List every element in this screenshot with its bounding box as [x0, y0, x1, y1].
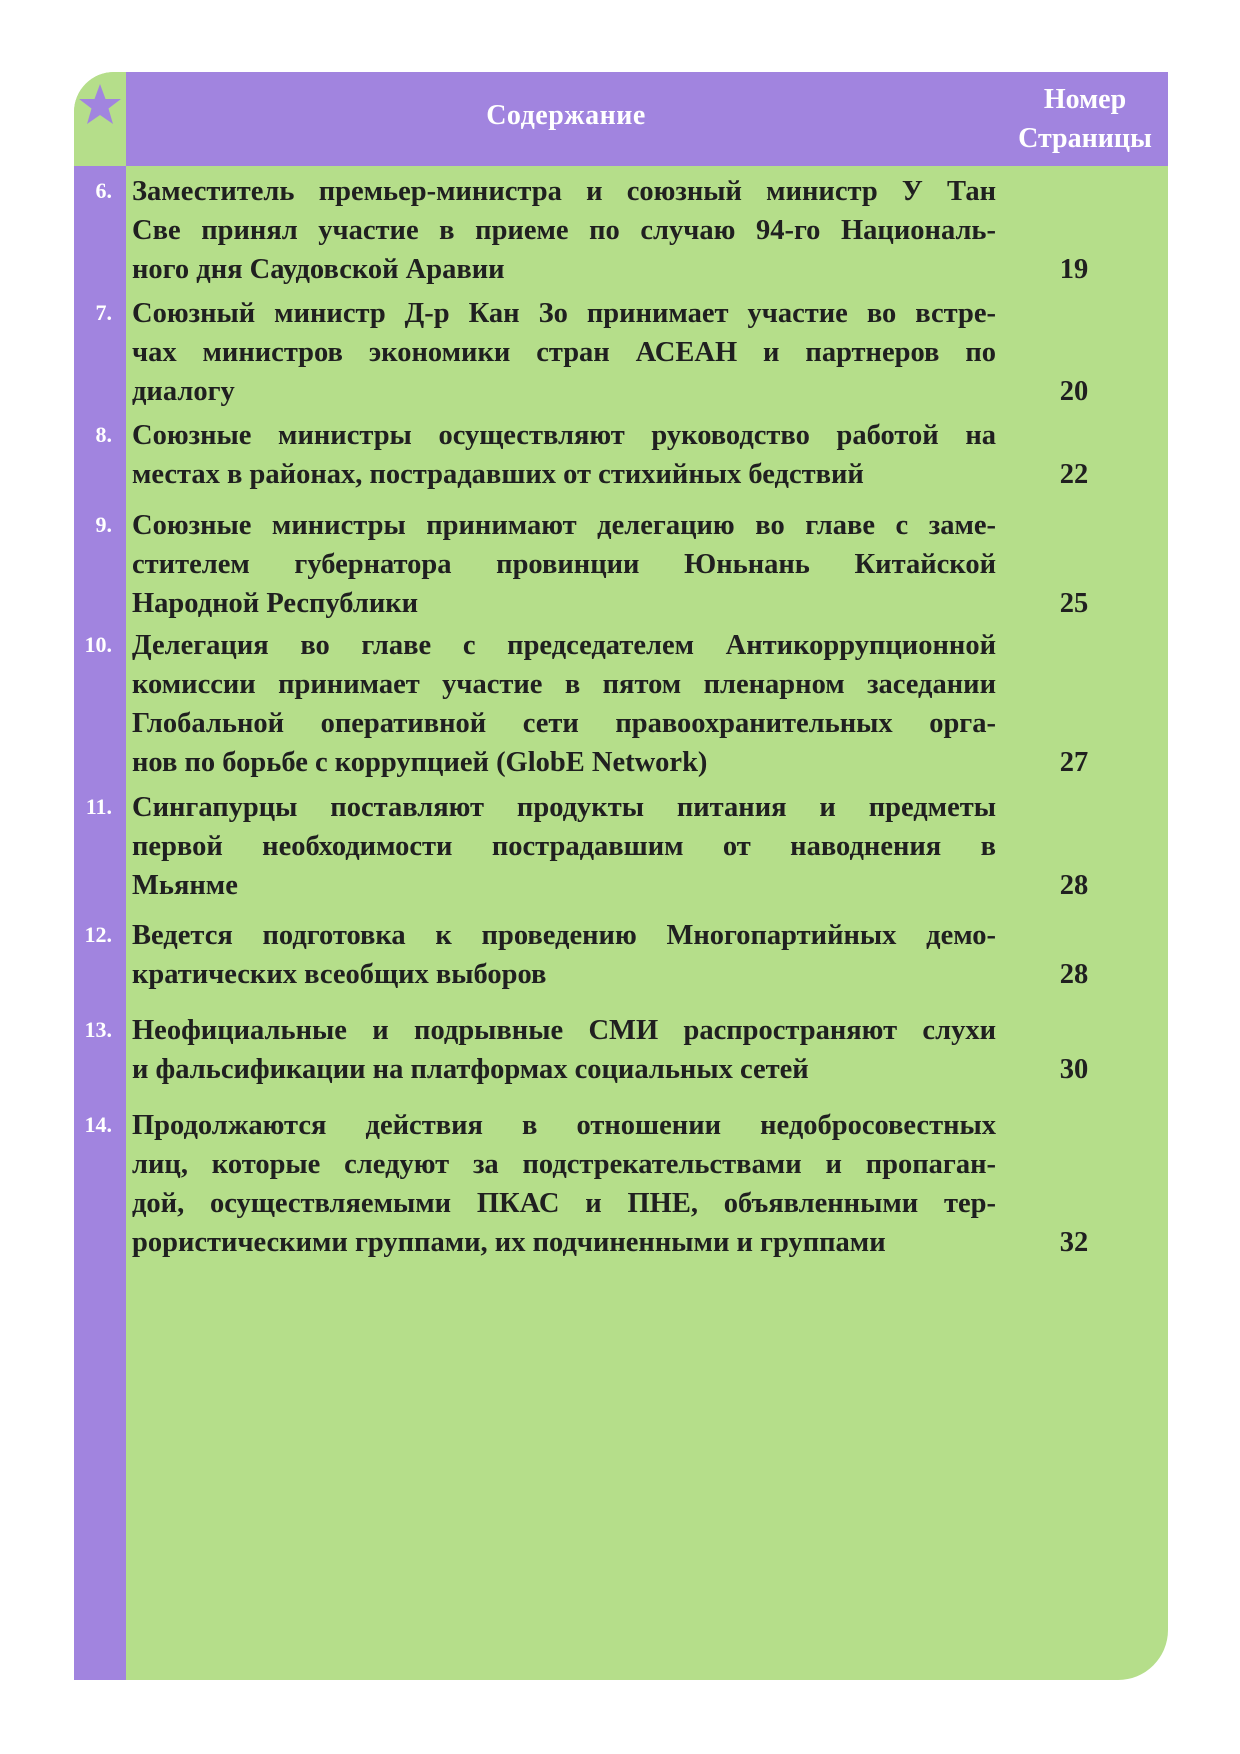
toc-entry-title-line: дой, осуществляемыми ПКАС и ПНЕ, объявленными тер- — [132, 1188, 996, 1219]
toc-entry-page-number: 22 — [1059, 459, 1089, 490]
toc-entry-title-line: Ведется подготовка к проведению Многопартийных демо- — [132, 920, 996, 951]
toc-entry-page-number: 28 — [1059, 959, 1089, 990]
toc-entry-title-line: кратических всеобщих выборов — [132, 959, 547, 990]
page-number-heading — [1002, 80, 1168, 158]
toc-entry-title — [132, 626, 996, 782]
toc-entry-number: 14. — [84, 1112, 112, 1137]
page-number-heading-line1: Номер — [1043, 84, 1127, 115]
toc-entry-title-line: Мьянме — [132, 870, 238, 901]
toc-entry-title — [132, 788, 996, 905]
toc-entry-title-line: Народной Республики — [132, 588, 419, 619]
toc-entry-title-line: Сингапурцы поставляют продукты питания и предметы — [132, 792, 996, 823]
toc-entry-number: 10. — [84, 632, 112, 657]
toc-entry-title-line: Продолжаются действия в отношении недобросовестных — [132, 1110, 996, 1141]
toc-entry-page-number: 19 — [1059, 254, 1089, 285]
toc-entry-title-line: и фальсификации на платформах социальных сетей — [132, 1054, 809, 1085]
toc-entry-title-line: лиц, которые следуют за подстрекательствами и пропаган- — [132, 1149, 996, 1180]
contents-heading: Содержание — [486, 100, 646, 131]
toc-entry-page-number: 25 — [1059, 588, 1089, 619]
table-header — [126, 72, 1168, 166]
toc-entry-title-line: комиссии принимает участие в пятом пленарном заседании — [132, 669, 996, 700]
toc-entry-number: 9. — [95, 512, 112, 537]
contents-panel — [74, 72, 1168, 1680]
toc-entry-title-line: ного дня Саудовской Аравии — [132, 254, 505, 285]
toc-entry-title-line: Союзный министр Д-р Кан Зо принимает участие во встре- — [132, 298, 996, 329]
toc-entry-number: 7. — [95, 300, 112, 325]
toc-entry-page-number: 30 — [1059, 1054, 1089, 1085]
toc-entry-title-line: диалогу — [132, 376, 235, 407]
toc-entry-title-line: Союзные министры осуществляют руководство работой на — [132, 420, 996, 451]
toc-entry-page-number: 32 — [1059, 1227, 1089, 1258]
toc-entry-title-line: нов по борьбе с коррупцией (GlobE Network) — [132, 747, 708, 778]
toc-entry-title-line: чах министров экономики стран АСЕАН и партнеров по — [132, 337, 996, 368]
toc-entry-number: 11. — [85, 794, 112, 819]
toc-entry-number: 13. — [84, 1017, 112, 1042]
toc-entry-title — [132, 416, 996, 494]
page-number-heading-line2: Страницы — [1018, 123, 1152, 154]
toc-entry-number: 12. — [84, 922, 112, 947]
toc-entry-title-line: Заместитель премьер-министра и союзный министр У Тан — [132, 176, 996, 207]
toc-entry-title — [132, 916, 996, 994]
toc-entry-title-line: Союзные министры принимают делегацию во главе с заме- — [132, 510, 996, 541]
toc-entry-title-line: стителем губернатора провинции Юньнань Китайской — [132, 549, 996, 580]
toc-entry-title-line: Неофициальные и подрывные СМИ распространяют слухи — [132, 1015, 996, 1046]
corner-star-box — [74, 72, 126, 166]
toc-entry-page-number: 27 — [1059, 747, 1089, 778]
toc-entry-title-line: Све принял участие в приеме по случаю 94-го Националь- — [132, 215, 996, 246]
toc-entry-title-line: рористическими группами, их подчиненными и группами — [132, 1227, 886, 1258]
toc-entry-title — [132, 172, 996, 289]
toc-entry-title-line: первой необходимости пострадавшим от наводнения в — [132, 831, 996, 862]
toc-entry-page-number: 28 — [1059, 870, 1089, 901]
toc-entry-title — [132, 294, 996, 411]
toc-entry-number: 6. — [95, 178, 112, 203]
star-icon — [77, 82, 123, 128]
toc-entry-title-line: Делегация во главе с председателем Антикоррупционной — [132, 630, 996, 661]
toc-entry-title-line: местах в районах, пострадавших от стихийных бедствий — [132, 459, 864, 490]
toc-entry-title — [132, 1106, 996, 1262]
toc-entry-title — [132, 1011, 996, 1089]
toc-entry-page-number: 20 — [1059, 376, 1089, 407]
toc-entry-title-line: Глобальной оперативной сети правоохранительных орга- — [132, 708, 996, 739]
toc-entry-title — [132, 506, 996, 623]
toc-entry-number: 8. — [95, 422, 112, 447]
